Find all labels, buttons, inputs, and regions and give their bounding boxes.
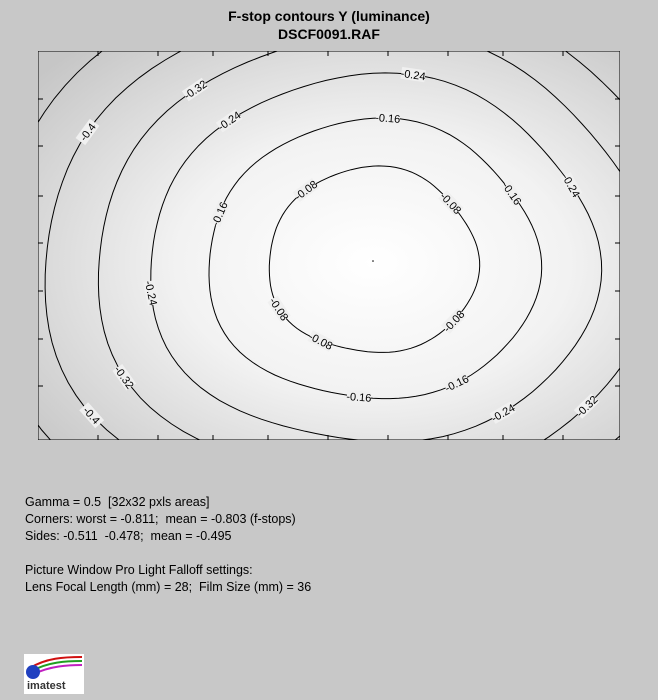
sides-info: Sides: -0.511 -0.478; mean = -0.495 [25, 529, 232, 543]
contour-label: -0.24 [215, 109, 244, 134]
contour-label: -0.08 [266, 295, 291, 324]
contour-label: -0.16 [209, 200, 231, 229]
contour-label: -0.32 [111, 364, 136, 392]
chart-subtitle: DSCF0091.RAF [278, 26, 380, 42]
contour-label: -0.16 [374, 112, 401, 126]
gamma-info: Gamma = 0.5 [32x32 pxls areas] [25, 495, 210, 509]
contour-label: -0.16 [345, 390, 372, 405]
contour-label: -0.16 [443, 373, 471, 395]
contour-label: -0.4 [77, 121, 99, 144]
logo-text: imatest [27, 680, 66, 692]
contour-label: -0.08 [437, 190, 464, 218]
contour-label: -0.4 [80, 404, 102, 427]
chart-title: F-stop contours Y (luminance) [228, 8, 430, 24]
contour-label: -0.24 [141, 279, 159, 307]
contour-label: -0.24 [399, 67, 427, 84]
contour-label: -0.24 [489, 402, 518, 426]
contour-label: -0.08 [292, 178, 321, 204]
lens-info: Lens Focal Length (mm) = 28; Film Size (mm) = 36 [25, 580, 312, 594]
contour-label: -0.08 [441, 308, 468, 335]
contour-label: -0.16 [499, 180, 524, 208]
contour-label: -0.32 [574, 393, 601, 420]
contour-plot [38, 51, 620, 440]
falloff-settings-info: Picture Window Pro Light Falloff settings: [25, 563, 253, 577]
contour-label: -0.24 [558, 172, 582, 200]
contour-label: -0.08 [306, 330, 335, 353]
corners-info: Corners: worst = -0.811; mean = -0.803 (f-stops) [25, 512, 296, 526]
contour-label: -0.32 [182, 78, 210, 103]
center-marker [372, 260, 374, 262]
